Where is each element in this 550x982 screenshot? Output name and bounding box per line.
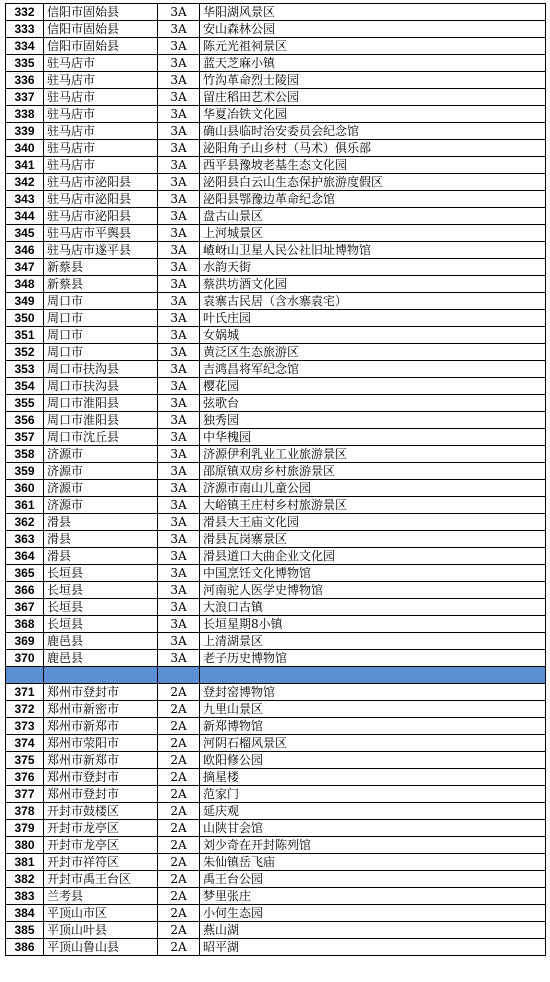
scenic-site-cell: 滑县大王庙文化园 xyxy=(200,514,546,531)
row-number-cell: 380 xyxy=(6,837,44,854)
grade-cell: 2A xyxy=(158,786,200,803)
scenic-site-cell: 禹王台公园 xyxy=(200,871,546,888)
row-number-cell: 349 xyxy=(6,293,44,310)
scenic-site-cell: 昭平湖 xyxy=(200,939,546,956)
city-cell: 驻马店市 xyxy=(44,55,158,72)
table-row xyxy=(6,888,546,905)
table-row xyxy=(6,684,546,701)
table-row xyxy=(6,718,546,735)
row-number-cell: 346 xyxy=(6,242,44,259)
grade-cell: 2A xyxy=(158,820,200,837)
scenic-site-cell: 泌阳县白云山生态保护旅游度假区 xyxy=(200,174,546,191)
row-number-cell: 375 xyxy=(6,752,44,769)
city-cell: 长垣县 xyxy=(44,599,158,616)
city-cell: 周口市 xyxy=(44,310,158,327)
grade-cell: 3A xyxy=(158,327,200,344)
table-body xyxy=(6,4,546,956)
row-number-cell: 345 xyxy=(6,225,44,242)
grade-cell: 3A xyxy=(158,208,200,225)
grade-cell: 3A xyxy=(158,361,200,378)
table-row xyxy=(6,905,546,922)
city-cell: 平顶山市区 xyxy=(44,905,158,922)
scenic-site-cell: 中国烹饪文化博物馆 xyxy=(200,565,546,582)
grade-cell: 3A xyxy=(158,259,200,276)
separator-cell xyxy=(6,667,44,684)
city-cell: 长垣县 xyxy=(44,582,158,599)
city-cell: 长垣县 xyxy=(44,616,158,633)
grade-cell: 2A xyxy=(158,769,200,786)
grade-cell: 2A xyxy=(158,803,200,820)
scenic-site-cell: 滑县瓦岗寨景区 xyxy=(200,531,546,548)
table-row xyxy=(6,616,546,633)
row-number-cell: 370 xyxy=(6,650,44,667)
row-number-cell: 376 xyxy=(6,769,44,786)
scenic-site-cell: 山陕甘会馆 xyxy=(200,820,546,837)
grade-cell: 3A xyxy=(158,395,200,412)
row-number-cell: 381 xyxy=(6,854,44,871)
table-row xyxy=(6,633,546,650)
grade-cell: 3A xyxy=(158,582,200,599)
city-cell: 开封市禹王台区 xyxy=(44,871,158,888)
row-number-cell: 344 xyxy=(6,208,44,225)
row-number-cell: 371 xyxy=(6,684,44,701)
row-number-cell: 385 xyxy=(6,922,44,939)
scenic-site-cell: 蓝天芝麻小镇 xyxy=(200,55,546,72)
city-cell: 鹿邑县 xyxy=(44,633,158,650)
row-number-cell: 335 xyxy=(6,55,44,72)
table-row xyxy=(6,191,546,208)
table-row xyxy=(6,922,546,939)
row-number-cell: 358 xyxy=(6,446,44,463)
city-cell: 周口市扶沟县 xyxy=(44,361,158,378)
city-cell: 平顶山鲁山县 xyxy=(44,939,158,956)
row-number-cell: 352 xyxy=(6,344,44,361)
table-row xyxy=(6,361,546,378)
city-cell: 周口市 xyxy=(44,293,158,310)
city-cell: 新蔡县 xyxy=(44,259,158,276)
table-row xyxy=(6,412,546,429)
table-row xyxy=(6,378,546,395)
table-row xyxy=(6,548,546,565)
scenic-site-cell: 樱花园 xyxy=(200,378,546,395)
scenic-site-cell: 刘少奇在开封陈列馆 xyxy=(200,837,546,854)
table-row xyxy=(6,106,546,123)
table-row xyxy=(6,38,546,55)
city-cell: 驻马店市 xyxy=(44,72,158,89)
scenic-site-cell: 济源伊利乳业工业旅游景区 xyxy=(200,446,546,463)
table-row xyxy=(6,293,546,310)
city-cell: 济源市 xyxy=(44,480,158,497)
city-cell: 郑州市新郑市 xyxy=(44,752,158,769)
table-row xyxy=(6,225,546,242)
table-row xyxy=(6,123,546,140)
city-cell: 滑县 xyxy=(44,548,158,565)
table-row xyxy=(6,140,546,157)
scenic-site-cell: 水韵天街 xyxy=(200,259,546,276)
city-cell: 信阳市固始县 xyxy=(44,21,158,38)
table-row xyxy=(6,157,546,174)
row-number-cell: 361 xyxy=(6,497,44,514)
table-row xyxy=(6,820,546,837)
city-cell: 信阳市固始县 xyxy=(44,38,158,55)
scenic-site-cell: 河阴石榴风景区 xyxy=(200,735,546,752)
scenic-site-cell: 滑县道口大曲企业文化园 xyxy=(200,548,546,565)
grade-cell: 2A xyxy=(158,735,200,752)
table-row xyxy=(6,497,546,514)
scenic-site-cell: 竹沟革命烈士陵园 xyxy=(200,72,546,89)
table-row xyxy=(6,21,546,38)
row-number-cell: 339 xyxy=(6,123,44,140)
grade-cell: 3A xyxy=(158,616,200,633)
table-row xyxy=(6,395,546,412)
scenic-site-cell: 蔡洪坊酒文化园 xyxy=(200,276,546,293)
row-number-cell: 386 xyxy=(6,939,44,956)
row-number-cell: 351 xyxy=(6,327,44,344)
grade-cell: 3A xyxy=(158,650,200,667)
table-row xyxy=(6,89,546,106)
scenic-site-cell: 袁寨古民居（含水寨袁宅） xyxy=(200,293,546,310)
city-cell: 平顶山叶县 xyxy=(44,922,158,939)
city-cell: 开封市祥符区 xyxy=(44,854,158,871)
row-number-cell: 362 xyxy=(6,514,44,531)
scenic-site-cell: 河南驼人医学史博物馆 xyxy=(200,582,546,599)
table-row xyxy=(6,463,546,480)
grade-cell: 3A xyxy=(158,55,200,72)
row-number-cell: 342 xyxy=(6,174,44,191)
city-cell: 开封市龙亭区 xyxy=(44,837,158,854)
scenic-site-cell: 九里山景区 xyxy=(200,701,546,718)
city-cell: 周口市沈丘县 xyxy=(44,429,158,446)
row-number-cell: 357 xyxy=(6,429,44,446)
scenic-site-cell: 华夏冶铁文化园 xyxy=(200,106,546,123)
grade-cell: 2A xyxy=(158,905,200,922)
scenic-site-cell: 登封窑博物馆 xyxy=(200,684,546,701)
row-number-cell: 372 xyxy=(6,701,44,718)
city-cell: 周口市扶沟县 xyxy=(44,378,158,395)
city-cell: 驻马店市 xyxy=(44,140,158,157)
row-number-cell: 334 xyxy=(6,38,44,55)
table-row xyxy=(6,4,546,21)
city-cell: 郑州市新郑市 xyxy=(44,718,158,735)
scenic-site-cell: 泌阳角子山乡村（马术）俱乐部 xyxy=(200,140,546,157)
table-row xyxy=(6,854,546,871)
grade-cell: 3A xyxy=(158,191,200,208)
row-number-cell: 353 xyxy=(6,361,44,378)
scenic-site-cell: 盘古山景区 xyxy=(200,208,546,225)
city-cell: 滑县 xyxy=(44,531,158,548)
grade-cell: 3A xyxy=(158,548,200,565)
grade-cell: 3A xyxy=(158,89,200,106)
grade-cell: 2A xyxy=(158,837,200,854)
table-row xyxy=(6,259,546,276)
grade-cell: 3A xyxy=(158,140,200,157)
scenic-site-cell: 确山县临时治安委员会纪念馆 xyxy=(200,123,546,140)
grade-cell: 3A xyxy=(158,276,200,293)
table-row xyxy=(6,786,546,803)
row-number-cell: 347 xyxy=(6,259,44,276)
separator-cell xyxy=(200,667,546,684)
row-number-cell: 363 xyxy=(6,531,44,548)
grade-cell: 3A xyxy=(158,38,200,55)
scenic-site-cell: 泌阳县鄂豫边革命纪念馆 xyxy=(200,191,546,208)
city-cell: 济源市 xyxy=(44,497,158,514)
grade-cell: 3A xyxy=(158,378,200,395)
row-number-cell: 336 xyxy=(6,72,44,89)
table-row xyxy=(6,599,546,616)
row-number-cell: 383 xyxy=(6,888,44,905)
scenic-site-cell: 小何生态园 xyxy=(200,905,546,922)
scenic-site-cell: 西平县豫坡老基生态文化园 xyxy=(200,157,546,174)
grade-cell: 2A xyxy=(158,752,200,769)
scenic-site-cell: 大峪镇王庄村乡村旅游景区 xyxy=(200,497,546,514)
scenic-site-cell: 吉鸿昌将军纪念馆 xyxy=(200,361,546,378)
grade-cell: 3A xyxy=(158,599,200,616)
grade-cell: 3A xyxy=(158,633,200,650)
grade-cell: 3A xyxy=(158,463,200,480)
grade-cell: 2A xyxy=(158,854,200,871)
grade-cell: 3A xyxy=(158,4,200,21)
row-number-cell: 356 xyxy=(6,412,44,429)
city-cell: 新蔡县 xyxy=(44,276,158,293)
grade-cell: 3A xyxy=(158,157,200,174)
city-cell: 滑县 xyxy=(44,514,158,531)
scenic-site-cell: 安山森林公园 xyxy=(200,21,546,38)
grade-cell: 3A xyxy=(158,497,200,514)
table-row xyxy=(6,72,546,89)
grade-cell: 3A xyxy=(158,412,200,429)
scenic-site-cell: 华阳湖风景区 xyxy=(200,4,546,21)
grade-cell: 3A xyxy=(158,565,200,582)
table-row xyxy=(6,327,546,344)
city-cell: 济源市 xyxy=(44,446,158,463)
scenic-site-cell: 黄泛区生态旅游区 xyxy=(200,344,546,361)
separator-cell xyxy=(158,667,200,684)
grade-cell: 2A xyxy=(158,871,200,888)
scenic-area-table xyxy=(5,3,546,956)
city-cell: 郑州市登封市 xyxy=(44,769,158,786)
scenic-site-cell: 梦里张庄 xyxy=(200,888,546,905)
grade-cell: 3A xyxy=(158,293,200,310)
row-number-cell: 379 xyxy=(6,820,44,837)
city-cell: 郑州市新密市 xyxy=(44,701,158,718)
city-cell: 周口市淮阳县 xyxy=(44,412,158,429)
table-row xyxy=(6,837,546,854)
city-cell: 兰考县 xyxy=(44,888,158,905)
table-row xyxy=(6,939,546,956)
table-row xyxy=(6,701,546,718)
grade-cell: 3A xyxy=(158,72,200,89)
row-number-cell: 350 xyxy=(6,310,44,327)
scenic-site-cell: 上河城景区 xyxy=(200,225,546,242)
table-row xyxy=(6,769,546,786)
table-row xyxy=(6,276,546,293)
city-cell: 驻马店市 xyxy=(44,89,158,106)
section-separator-row xyxy=(6,667,546,684)
city-cell: 郑州市登封市 xyxy=(44,684,158,701)
city-cell: 驻马店市泌阳县 xyxy=(44,191,158,208)
row-number-cell: 354 xyxy=(6,378,44,395)
scenic-site-cell: 老子历史博物馆 xyxy=(200,650,546,667)
table-row xyxy=(6,344,546,361)
city-cell: 驻马店市 xyxy=(44,123,158,140)
grade-cell: 2A xyxy=(158,939,200,956)
city-cell: 周口市 xyxy=(44,344,158,361)
table-row xyxy=(6,208,546,225)
scenic-site-cell: 中华槐园 xyxy=(200,429,546,446)
table-row xyxy=(6,582,546,599)
grade-cell: 2A xyxy=(158,922,200,939)
row-number-cell: 382 xyxy=(6,871,44,888)
table-row xyxy=(6,174,546,191)
grade-cell: 3A xyxy=(158,225,200,242)
city-cell: 驻马店市遂平县 xyxy=(44,242,158,259)
grade-cell: 3A xyxy=(158,123,200,140)
table-row xyxy=(6,752,546,769)
scenic-site-cell: 留庄稻田艺术公园 xyxy=(200,89,546,106)
scenic-site-cell: 弦歌台 xyxy=(200,395,546,412)
grade-cell: 2A xyxy=(158,888,200,905)
city-cell: 驻马店市泌阳县 xyxy=(44,174,158,191)
row-number-cell: 348 xyxy=(6,276,44,293)
grade-cell: 3A xyxy=(158,480,200,497)
city-cell: 驻马店市 xyxy=(44,157,158,174)
grade-cell: 3A xyxy=(158,310,200,327)
scenic-site-cell: 长垣星期8小镇 xyxy=(200,616,546,633)
row-number-cell: 373 xyxy=(6,718,44,735)
row-number-cell: 332 xyxy=(6,4,44,21)
row-number-cell: 368 xyxy=(6,616,44,633)
row-number-cell: 343 xyxy=(6,191,44,208)
scenic-site-cell: 叶氏庄园 xyxy=(200,310,546,327)
row-number-cell: 340 xyxy=(6,140,44,157)
row-number-cell: 377 xyxy=(6,786,44,803)
city-cell: 驻马店市 xyxy=(44,106,158,123)
row-number-cell: 366 xyxy=(6,582,44,599)
scenic-site-cell: 大浪口古镇 xyxy=(200,599,546,616)
city-cell: 长垣县 xyxy=(44,565,158,582)
row-number-cell: 378 xyxy=(6,803,44,820)
scenic-site-cell: 女娲城 xyxy=(200,327,546,344)
grade-cell: 3A xyxy=(158,429,200,446)
grade-cell: 3A xyxy=(158,106,200,123)
scenic-site-cell: 嵖岈山卫星人民公社旧址博物馆 xyxy=(200,242,546,259)
grade-cell: 3A xyxy=(158,242,200,259)
grade-cell: 3A xyxy=(158,21,200,38)
grade-cell: 3A xyxy=(158,531,200,548)
table-row xyxy=(6,735,546,752)
scenic-site-cell: 摘星楼 xyxy=(200,769,546,786)
row-number-cell: 338 xyxy=(6,106,44,123)
grade-cell: 2A xyxy=(158,684,200,701)
separator-cell xyxy=(44,667,158,684)
scenic-site-cell: 朱仙镇岳飞庙 xyxy=(200,854,546,871)
grade-cell: 3A xyxy=(158,344,200,361)
table-row xyxy=(6,514,546,531)
scenic-site-cell: 燕山湖 xyxy=(200,922,546,939)
city-cell: 驻马店市泌阳县 xyxy=(44,208,158,225)
table-row xyxy=(6,310,546,327)
grade-cell: 3A xyxy=(158,174,200,191)
row-number-cell: 367 xyxy=(6,599,44,616)
city-cell: 开封市龙亭区 xyxy=(44,820,158,837)
row-number-cell: 333 xyxy=(6,21,44,38)
grade-cell: 2A xyxy=(158,701,200,718)
row-number-cell: 384 xyxy=(6,905,44,922)
city-cell: 信阳市固始县 xyxy=(44,4,158,21)
table-row xyxy=(6,480,546,497)
table-row xyxy=(6,429,546,446)
grade-cell: 3A xyxy=(158,446,200,463)
row-number-cell: 355 xyxy=(6,395,44,412)
city-cell: 驻马店市平舆县 xyxy=(44,225,158,242)
row-number-cell: 365 xyxy=(6,565,44,582)
city-cell: 郑州市荥阳市 xyxy=(44,735,158,752)
city-cell: 周口市淮阳县 xyxy=(44,395,158,412)
table-row xyxy=(6,531,546,548)
row-number-cell: 337 xyxy=(6,89,44,106)
scenic-site-cell: 济源市南山儿童公园 xyxy=(200,480,546,497)
row-number-cell: 341 xyxy=(6,157,44,174)
city-cell: 济源市 xyxy=(44,463,158,480)
scenic-site-cell: 范家门 xyxy=(200,786,546,803)
scenic-site-cell: 延庆观 xyxy=(200,803,546,820)
city-cell: 郑州市登封市 xyxy=(44,786,158,803)
scenic-site-cell: 上清湖景区 xyxy=(200,633,546,650)
row-number-cell: 364 xyxy=(6,548,44,565)
city-cell: 周口市 xyxy=(44,327,158,344)
table-row xyxy=(6,650,546,667)
row-number-cell: 369 xyxy=(6,633,44,650)
scenic-site-cell: 陈元光祖祠景区 xyxy=(200,38,546,55)
city-cell: 鹿邑县 xyxy=(44,650,158,667)
row-number-cell: 359 xyxy=(6,463,44,480)
table-row xyxy=(6,446,546,463)
table-row xyxy=(6,565,546,582)
grade-cell: 3A xyxy=(158,514,200,531)
table-row xyxy=(6,803,546,820)
table-row xyxy=(6,871,546,888)
row-number-cell: 374 xyxy=(6,735,44,752)
scenic-site-cell: 欧阳修公园 xyxy=(200,752,546,769)
table-row xyxy=(6,55,546,72)
scenic-site-cell: 新郑博物馆 xyxy=(200,718,546,735)
scenic-site-cell: 独秀园 xyxy=(200,412,546,429)
scenic-site-cell: 邵原镇双房乡村旅游景区 xyxy=(200,463,546,480)
grade-cell: 2A xyxy=(158,718,200,735)
table-row xyxy=(6,242,546,259)
city-cell: 开封市鼓楼区 xyxy=(44,803,158,820)
row-number-cell: 360 xyxy=(6,480,44,497)
